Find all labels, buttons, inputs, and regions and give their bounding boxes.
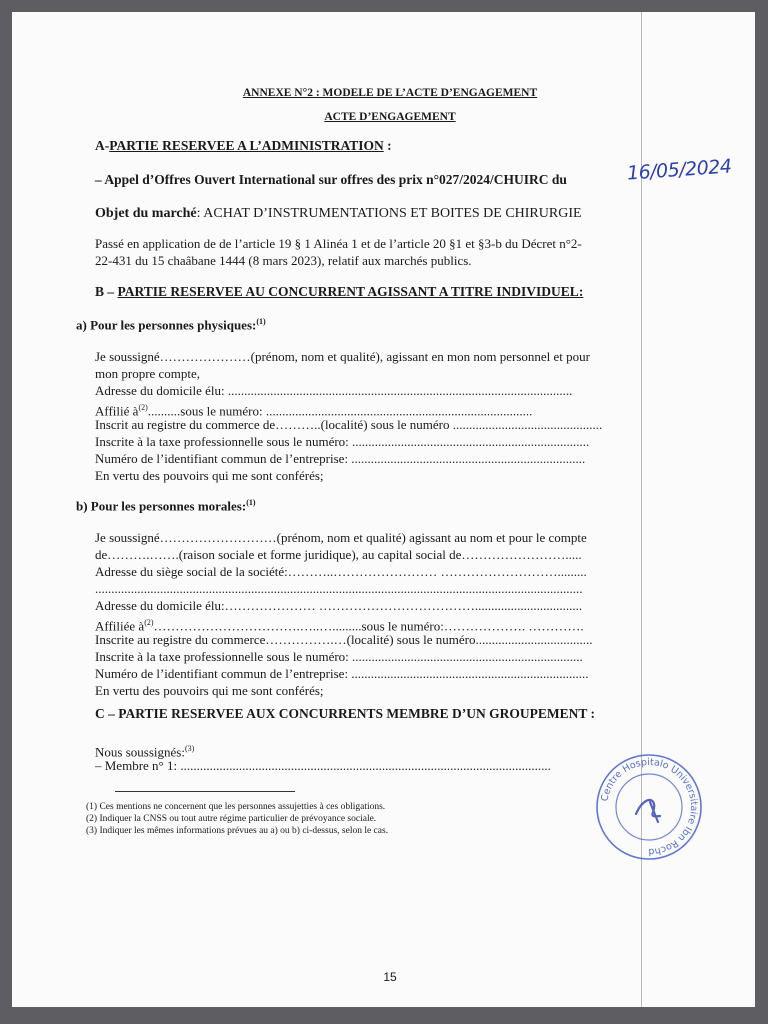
morale-line: Inscrite à la taxe professionnelle sous le numéro: ....................................................................... [95, 649, 583, 664]
physique-line: mon propre compte, [95, 366, 201, 381]
section-b-prefix: B – [95, 284, 118, 299]
morale-line: En vertu des pouvoirs qui me sont conférés; [95, 683, 324, 698]
section-a-title: PARTIE RESERVEE A L’ADMINISTRATION [109, 138, 384, 153]
handwritten-date: 16/05/2024 [626, 155, 733, 185]
footnote-3: (3) Indiquer les mêmes informations prévues au a) ou b) ci-dessus, selon le cas. [86, 826, 389, 836]
passe-line-2: 22-431 du 15 chaâbane 1444 (8 mars 2023), relatif aux marchés publics. [95, 253, 472, 268]
section-b-title: PARTIE RESERVEE AU CONCURRENT AGISSANT A TITRE INDIVIDUEL: [117, 284, 584, 299]
physique-line: En vertu des pouvoirs qui me sont conférés; [95, 468, 324, 483]
physique-line: Adresse du domicile élu: .......................................................................................................... [95, 383, 573, 398]
footnote-2: (2) Indiquer la CNSS ou tout autre régime particulier de prévoyance sociale. [86, 814, 377, 824]
objet-label: Objet du marché [95, 206, 197, 221]
morale-line: Adresse du siège social de la société:………..…………………… ………………………......... [95, 564, 587, 579]
footnote-1: (1) Ces mentions ne concernent que les personnes assujetties à ces obligations. [86, 802, 386, 812]
svg-text:Centre Hospitalo Universitaire [599, 757, 699, 857]
morale-line: Inscrite au registre du commerce…………….…(localité) sous le numéro.................................... [95, 632, 593, 647]
morale-line: Numéro de l’identifiant commun de l’entreprise: ......................................................................... [95, 666, 589, 681]
passe-line-1: Passé en application de de l’article 19 § 1 Alinéa 1 et de l’article 20 §1 et §3-b du Décret n°2- [95, 236, 582, 251]
footnote-rule [115, 791, 295, 792]
morale-line: Je soussigné………………………(prénom, nom et qualité) agissant au nom et pour le compte [95, 530, 587, 545]
morale-line: ...................................................................................................................................................... [95, 581, 583, 596]
physique-line: Je soussigné…………………(prénom, nom et qualité), agissant en mon nom personnel et pour [95, 349, 591, 364]
membre-line: – Membre n° 1: .................................................................................................................. [95, 758, 551, 773]
annex-title: ANNEXE N°2 : MODELE DE L’ACTE D’ENGAGEMENT [242, 87, 538, 99]
section-b-heading [95, 284, 583, 300]
section-c-heading: C – PARTIE RESERVEE AUX CONCURRENTS MEMBRE D’UN GROUPEMENT : [95, 706, 595, 721]
page-number: 15 [383, 970, 397, 984]
stamp-text: Centre Hospitalo Universitaire Ibn Rochd [599, 756, 700, 858]
physique-line: Inscrit au registre du commerce de………..(localité) sous le numéro .............................................. [95, 417, 603, 432]
document-title: ACTE D’ENGAGEMENT [324, 111, 456, 123]
section-a-heading [95, 138, 392, 154]
section-a-prefix: A- [95, 138, 110, 153]
morale-line: Adresse du domicile élu:………………… ………………………………................................. [95, 598, 583, 613]
physique-line: Numéro de l’identifiant commun de l’entreprise: ........................................................................ [95, 451, 586, 466]
physique-line-affilie: Affilié $à^{(2)}..........sous$ le numéro: .................................................................................. [95, 403, 533, 419]
objet-du-marche [95, 205, 582, 222]
physique-line: Inscrite à la taxe professionnelle sous le numéro: ......................................................................... [95, 434, 590, 449]
personnes-morales-heading: b) Pour les personnes morales:$^{(1)}$ [76, 498, 256, 514]
personnes-physiques-heading: a) Pour les personnes physiques:$^{(1)}$ [76, 317, 266, 333]
section-a-colon: : [383, 138, 392, 153]
objet-value: : ACHAT D’INSTRUMENTATIONS ET BOITES DE CHIRURGIE [196, 206, 582, 221]
tender-reference: – Appel d’Offres Ouvert International sur offres des prix n°027/2024/CHUIRC du [95, 172, 567, 187]
nous-soussignes: Nous soussignés:$^{(3)}$ [95, 744, 195, 760]
hospital-stamp [594, 752, 704, 862]
morale-line-affiliee: Affiliée $à^{(2)}\dots\dots\dots\dots\dots\dots\dots\dots\dots\dots\dots.\dots..\dots.........sous$ le numéro:………………. …………. [95, 618, 584, 634]
morale-line: de……….…….(raison sociale et forme juridique), au capital social de……………………..... [95, 547, 582, 562]
